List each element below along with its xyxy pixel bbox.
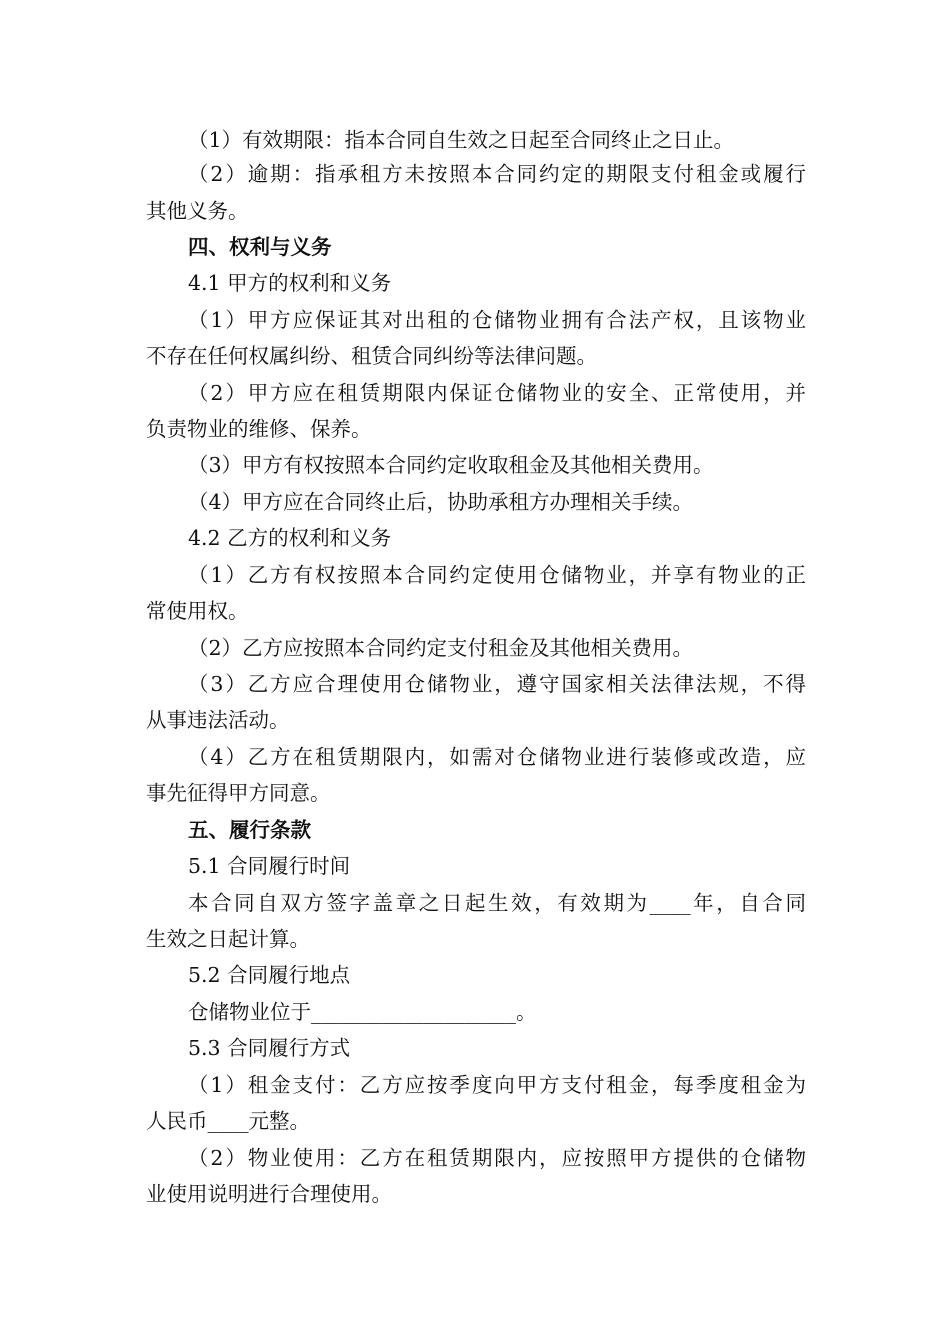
paragraph-line: （4）乙方在租赁期限内，如需对仓储物业进行装修或改造，应 [188, 745, 806, 769]
section-heading: 四、权利与义务 [188, 235, 332, 259]
paragraph-line: （2）甲方应在租赁期限内保证仓储物业的安全、正常使用，并 [188, 381, 806, 405]
paragraph-line: （2）乙方应按照本合同约定支付租金及其他相关费用。 [188, 636, 694, 660]
paragraph-line: 从事违法活动。 [146, 708, 290, 732]
section-heading: 五、履行条款 [188, 818, 311, 842]
subsection-heading: 4.1 甲方的权利和义务 [188, 271, 392, 295]
subsection-heading: 5.1 合同履行时间 [188, 854, 351, 878]
subsection-heading: 4.2 乙方的权利和义务 [188, 526, 392, 550]
paragraph-line: （1）有效期限：指本合同自生效之日起至合同终止之日止。 [188, 128, 735, 152]
paragraph-line: （1）甲方应保证其对出租的仓储物业拥有合法产权，且该物业 [188, 308, 806, 332]
paragraph-line: （4）甲方应在合同终止后，协助承租方办理相关手续。 [188, 490, 694, 514]
subsection-heading: 5.3 合同履行方式 [188, 1036, 351, 1060]
subsection-heading: 5.2 合同履行地点 [188, 963, 351, 987]
paragraph-line: （1）乙方有权按照本合同约定使用仓储物业，并享有物业的正 [188, 563, 806, 587]
paragraph-line: 人民币____元整。 [146, 1109, 310, 1133]
paragraph-line: （3）乙方应合理使用仓储物业，遵守国家相关法律法规，不得 [188, 672, 806, 696]
paragraph-line: （1）租金支付：乙方应按季度向甲方支付租金，每季度租金为 [188, 1073, 806, 1097]
paragraph-line: （2）物业使用：乙方在租赁期限内，应按照甲方提供的仓储物 [188, 1146, 806, 1170]
paragraph-line: 生效之日起计算。 [146, 927, 310, 951]
paragraph-line: 负责物业的维修、保养。 [146, 417, 372, 441]
paragraph-line: 不存在任何权属纠纷、租赁合同纠纷等法律问题。 [146, 344, 597, 368]
paragraph-line: 仓储物业位于____________________。 [188, 1000, 537, 1024]
paragraph-line: 常使用权。 [146, 599, 249, 623]
paragraph-line: 本合同自双方签字盖章之日起生效，有效期为____年，自合同 [188, 891, 806, 915]
paragraph-line: 业使用说明进行合理使用。 [146, 1182, 392, 1206]
paragraph-line: 事先征得甲方同意。 [146, 781, 331, 805]
paragraph-line: （3）甲方有权按照本合同约定收取租金及其他相关费用。 [188, 453, 714, 477]
paragraph-line: 其他义务。 [146, 199, 249, 223]
paragraph-line: （2）逾期：指承租方未按照本合同约定的期限支付租金或履行 [188, 162, 806, 186]
